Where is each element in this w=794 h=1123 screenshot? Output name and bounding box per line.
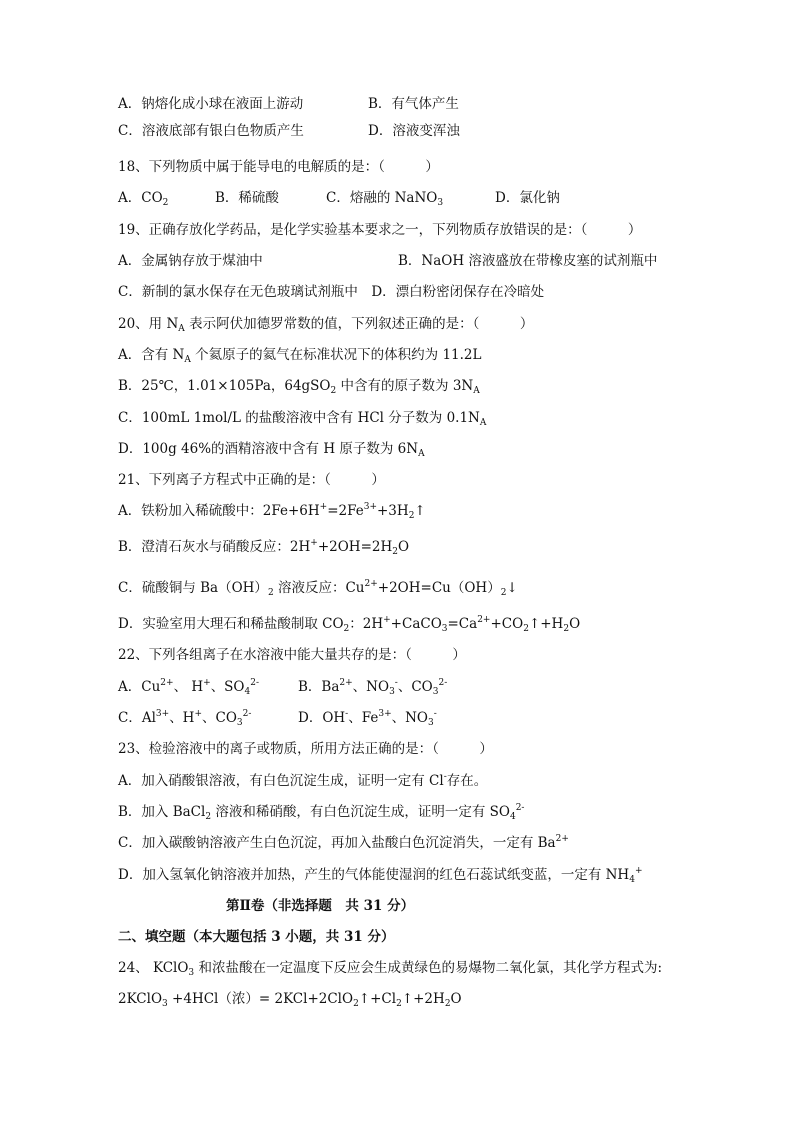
q24-stem: 24、 KClO$_3$ 和浓盐酸在一定温度下反应会生成黄绿色的易爆物二氧化氯，其化学方程式为: bbox=[118, 960, 662, 978]
q22-option-a: A．$Cu^{2+}$、 H+、$SO_4^{2-}$ bbox=[118, 678, 260, 697]
q23-option-a: A．加入硝酸银溶液，有白色沉淀生成，证明一定有 Cl-存在。 bbox=[118, 772, 488, 789]
q17-option-d: D．溶液变浑浊 bbox=[368, 123, 460, 139]
q18-option-a: A．$CO_2$ bbox=[118, 190, 169, 208]
q20-stem: 20、用 $N_A$ 表示阿伏加德罗常数的值，下列叙述正确的是：（ ） bbox=[118, 316, 534, 334]
part2-title: 第Ⅱ卷（非选择题 共 31 分） bbox=[226, 898, 415, 914]
q21-option-a: A．铁粉加入稀硫酸中：$2Fe+6H^+=2Fe^{3+}+3H_2↑$ bbox=[118, 502, 426, 521]
q20-option-a: A．含有 $N_A$ 个氦原子的氦气在标准状况下的体积约为 11.2L bbox=[118, 347, 482, 365]
q17-option-b: B．有气体产生 bbox=[368, 96, 459, 112]
q24-equation: 2KClO$_3$ +4HCl（浓）= $2KCl+2ClO_2↑+Cl_2↑+2H_2O$ bbox=[118, 991, 462, 1009]
q22-option-b: B．$Ba^{2+}$、$NO_3^-$、$CO_3^{2-}$ bbox=[298, 678, 448, 697]
q21-option-b: B．澄清石灰水与硝酸反应：$2H^++2OH=2H_2O$ bbox=[118, 538, 410, 557]
q22-option-d: D．OH-、$Fe^{3+}$、$NO_3^-$ bbox=[298, 709, 437, 728]
q22-stem: 22、下列各组离子在水溶液中能大量共存的是：（ ） bbox=[118, 647, 466, 663]
q18-option-c: C．熔融的 NaNO$_3$ bbox=[326, 190, 444, 208]
section-title: 二、填空题（本大题包括 3 小题，共 31 分） bbox=[118, 929, 395, 945]
q20-option-c: C．100mL 1mol/L 的盐酸溶液中含有 HCl 分子数为 $0.1N_A$ bbox=[118, 410, 487, 428]
q23-option-b: B．加入 BaCl$_2$ 溶液和稀硝酸，有白色沉淀生成，证明一定有 $SO_4^{2-}$ bbox=[118, 803, 525, 822]
q18-option-b: B．稀硫酸 bbox=[215, 190, 279, 206]
q19-option-a: A．金属钠存放于煤油中 bbox=[118, 253, 263, 269]
q18-option-d: D．氯化钠 bbox=[495, 190, 560, 206]
q19-option-c-d: C．新制的氯水保存在无色玻璃试剂瓶中 D．漂白粉密闭保存在冷暗处 bbox=[118, 284, 545, 300]
q19-stem: 19、正确存放化学药品，是化学实验基本要求之一，下列物质存放错误的是：（ ） bbox=[118, 222, 642, 238]
q20-option-d: D．100g 46%的酒精溶液中含有 H 原子数为 $6N_A$ bbox=[118, 441, 425, 459]
q23-stem: 23、检验溶液中的离子或物质，所用方法正确的是：（ ） bbox=[118, 741, 493, 757]
q22-option-c: C．$Al^{3+}$、H+、$CO_3^{2-}$ bbox=[118, 709, 252, 728]
q21-option-d: D．实验室用大理石和稀盐酸制取 $CO_2$：$2H^++CaCO_3=Ca^{2+}+CO_2↑+H_2O$ bbox=[118, 615, 581, 634]
q17-option-c: C．溶液底部有银白色物质产生 bbox=[118, 123, 304, 139]
q20-option-b: B．25℃，1.01×105Pa，64gSO$_2$ 中含有的原子数为 $3N_A$ bbox=[118, 378, 480, 396]
q19-option-b: B．NaOH 溶液盛放在带橡皮塞的试剂瓶中 bbox=[398, 253, 658, 269]
q21-option-c: C．硫酸铜与 $Ba(OH)_2$ 溶液反应：$Cu^{2+}+2OH=Cu(OH)_2↓$ bbox=[118, 579, 518, 598]
q18-stem: 18、下列物质中属于能导电的电解质的是：（ ） bbox=[118, 159, 439, 175]
q23-option-c: C．加入碳酸钠溶液产生白色沉淀，再加入盐酸白色沉淀消失，一定有 $Ba^{2+}$ bbox=[118, 834, 569, 851]
q17-option-a: A．钠熔化成小球在液面上游动 bbox=[118, 96, 304, 112]
q23-option-d: D．加入氢氧化钠溶液并加热，产生的气体能使湿润的红色石蕊试纸变蓝，一定有 $NH_4^+$ bbox=[118, 866, 643, 885]
q21-stem: 21、下列离子方程式中正确的是：（ ） bbox=[118, 472, 385, 488]
